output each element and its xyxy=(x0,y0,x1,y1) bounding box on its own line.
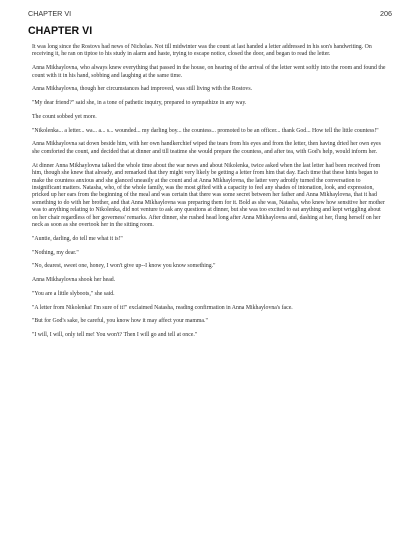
paragraph: Anna Mikhaylovna, who always knew everything that passed in the house, on hearing of the arrival of the letter went softly into the room and found the count with it in his hand, sobbing and laughing at the same time. xyxy=(32,65,386,79)
paragraph: "I will, I will, only tell me! You won't? Then I will go and tell at once." xyxy=(32,332,198,339)
page-number: 206 xyxy=(380,9,392,18)
chapter-title: CHAPTER VI xyxy=(28,25,93,37)
paragraph: "A letter from Nikolenka! I'm sure of it!" exclaimed Natasha, reading confirmation in Anna Mikhaylovna's face. xyxy=(32,304,293,311)
running-header xyxy=(28,8,392,19)
paragraph: "Auntie, darling, do tell me what it is!" xyxy=(32,235,123,242)
paragraph: "Nothing, my dear." xyxy=(32,249,79,256)
paragraph: Anna Mikhaylovna, though her circumstances had improved, was still living with the Rostovs. xyxy=(32,86,253,93)
paragraph: "Nikolenka... a letter... wa... a... s... wounded... my darling boy... the countess... promoted to be an officer... thank God... How tell the little countess!" xyxy=(32,127,379,134)
paragraph: "No, dearest, sweet one, honey, I won't give up--I know you know something." xyxy=(32,263,216,270)
running-title: CHAPTER VI xyxy=(28,9,72,18)
paragraph: Anna Mikhaylovna shook her head. xyxy=(32,277,116,284)
body-text xyxy=(32,44,388,340)
paragraph: It was long since the Rostovs had news of Nicholas. Not till midwinter was the count at last handed a letter addressed in his son's handwriting. On receiving it, he ran on tiptoe to his study in alarm and haste, trying to escape notice, closed the door, and began to read the letter. xyxy=(32,44,372,58)
paragraph: At dinner Anna Mikhaylovna talked the whole time about the war news and about Nikolenka, twice asked when the last letter had been received from him, though she knew that already, and remarked that they might very likely be getting a letter from him that day. Each time that these hints began to make the countess anxious and she glanced uneasily at the count and at Anna Mikhaylovna, the latter very adroitly turned the conversation to insignificant matters. Natasha, who, of the whole family, was the most gifted with a capacity to feel any shades of intonation, look, and expression, pricked up her ears from the beginning of the meal and was certain that there was some secret between her father and Anna Mikhaylovna, that it had something to do with her brother, and that Anna Mikhaylovna was preparing them for it. Bold as she was, Natasha, who knew how sensitive her mother was to anything relating to Nikolenka, did not venture to ask any questions at dinner, but she was too excited to eat anything and kept wriggling about on her chair regardless of her governess' remarks. After dinner, she rushed head long after Anna Mikhaylovna and, dashing at her, flung herself on her neck as soon as she overtook her in the sitting room. xyxy=(32,162,385,229)
paragraph: "But for God's sake, be careful, you know how it may affect your mamma." xyxy=(32,318,208,325)
paragraph: Anna Mikhaylovna sat down beside him, with her own handkerchief wiped the tears from his eyes and from the letter, then having dried her own eyes she comforted the count, and decided that at dinner and till teatime she would prepare the countess, and after tea, with God's help, would inform her. xyxy=(32,141,381,155)
paragraph: The count sobbed yet more. xyxy=(32,113,97,120)
paragraph: "My dear friend?" said she, in a tone of pathetic inquiry, prepared to sympathize in any way. xyxy=(32,100,247,107)
paragraph: "You are a little slyboots," she said. xyxy=(32,290,115,297)
